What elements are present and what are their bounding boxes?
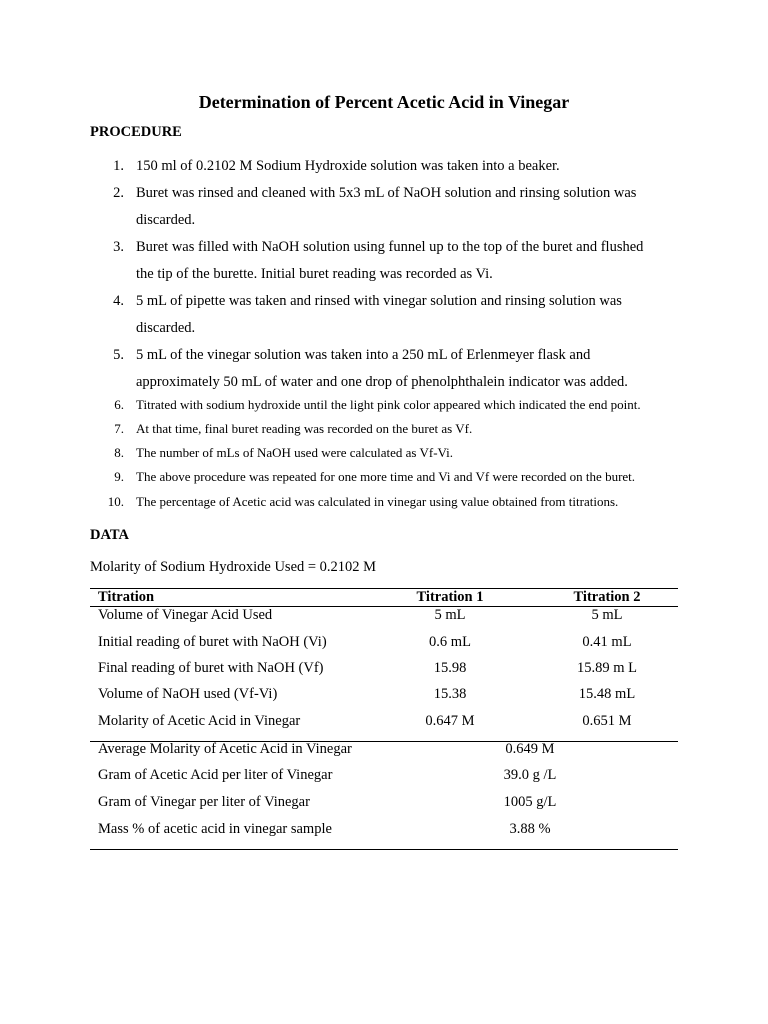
titration-1-value: 0.647 M	[425, 713, 475, 729]
document-title: Determination of Percent Acetic Acid in Vinegar	[198, 92, 570, 112]
step-number: 6.	[114, 397, 124, 412]
naoh-molarity-line: Molarity of Sodium Hydroxide Used = 0.2102 M	[90, 559, 377, 575]
step-text: Buret was filled with NaOH solution using funnel up to the top of the buret and flushed	[136, 239, 644, 255]
step-text: 5 mL of pipette was taken and rinsed with vinegar solution and rinsing solution was	[136, 293, 622, 309]
titration-2-value: 15.89 m L	[576, 660, 637, 676]
step-number: 10.	[107, 494, 124, 509]
titration-1-value: 5 mL	[434, 607, 466, 623]
row-label: Volume of NaOH used (Vf-Vi)	[98, 686, 278, 702]
summary-value: 39.0 g /L	[503, 767, 557, 783]
summary-label: Average Molarity of Acetic Acid in Vinegar	[98, 741, 352, 757]
summary-value: 3.88 %	[509, 821, 551, 837]
step-text: The number of mLs of NaOH used were calculated as Vf-Vi.	[136, 445, 454, 460]
header-titration: Titration	[98, 589, 155, 605]
titration-2-value: 0.41 mL	[582, 634, 632, 650]
step-text: discarded.	[136, 320, 196, 336]
step-text: 150 ml of 0.2102 M Sodium Hydroxide solution was taken into a beaker.	[136, 158, 560, 174]
row-label: Final reading of buret with NaOH (Vf)	[98, 660, 324, 676]
step-number: 7.	[114, 421, 124, 436]
step-text: approximately 50 mL of water and one drop of phenolphthalein indicator was added.	[136, 374, 628, 390]
table-bottom-rule	[90, 849, 678, 850]
procedure-heading: PROCEDURE	[90, 124, 182, 140]
step-text: At that time, final buret reading was recorded on the buret as Vf.	[136, 421, 473, 436]
header-titration-1: Titration 1	[416, 589, 484, 605]
step-number: 4.	[113, 293, 124, 309]
titration-2-value: 15.48 mL	[578, 686, 636, 702]
step-number: 5.	[113, 347, 124, 363]
summary-value: 0.649 M	[505, 741, 555, 757]
data-heading: DATA	[90, 527, 129, 543]
summary-label: Gram of Vinegar per liter of Vinegar	[98, 794, 310, 810]
summary-value: 1005 g/L	[503, 794, 557, 810]
step-number: 1.	[113, 158, 124, 174]
step-text: the tip of the burette. Initial buret reading was recorded as Vi.	[136, 266, 493, 282]
row-label: Molarity of Acetic Acid in Vinegar	[98, 713, 301, 729]
step-number: 9.	[114, 469, 124, 484]
row-label: Initial reading of buret with NaOH (Vi)	[98, 634, 327, 650]
step-text: Titrated with sodium hydroxide until the light pink color appeared which indicated the end point.	[136, 397, 641, 412]
titration-2-value: 5 mL	[591, 607, 623, 623]
titration-2-value: 0.651 M	[582, 713, 632, 729]
titration-1-value: 0.6 mL	[429, 634, 471, 650]
step-number: 3.	[113, 239, 124, 255]
header-titration-2: Titration 2	[573, 589, 641, 605]
step-text: 5 mL of the vinegar solution was taken into a 250 mL of Erlenmeyer flask and	[136, 347, 591, 363]
step-text: Buret was rinsed and cleaned with 5x3 mL of NaOH solution and rinsing solution was	[136, 185, 637, 201]
row-label: Volume of Vinegar Acid Used	[98, 607, 273, 623]
step-number: 2.	[113, 185, 124, 201]
titration-1-value: 15.98	[433, 660, 467, 676]
titration-1-value: 15.38	[433, 686, 467, 702]
step-number: 8.	[114, 445, 124, 460]
step-text: discarded.	[136, 212, 196, 228]
summary-label: Gram of Acetic Acid per liter of Vinegar	[98, 767, 333, 783]
step-text: The percentage of Acetic acid was calculated in vinegar using value obtained from titrations.	[136, 494, 619, 509]
step-text: The above procedure was repeated for one more time and Vi and Vf were recorded on the buret.	[136, 469, 636, 484]
summary-label: Mass % of acetic acid in vinegar sample	[98, 821, 332, 837]
